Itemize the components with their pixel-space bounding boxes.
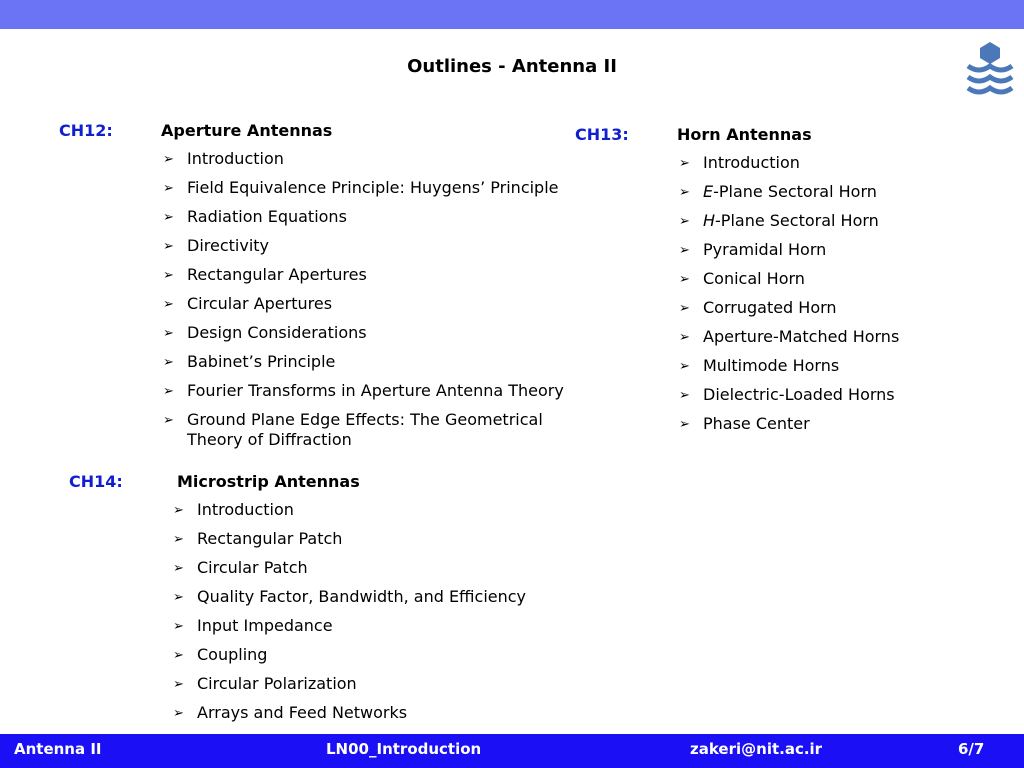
arrow-bullet-icon: ➢: [679, 243, 690, 258]
list-item-text: Ground Plane Edge Effects: The Geometrical Theory of Diffraction: [187, 410, 543, 449]
arrow-bullet-icon: ➢: [679, 301, 690, 316]
footer-bar: [0, 734, 1024, 768]
arrow-bullet-icon: ➢: [163, 210, 174, 225]
list-item-text: Circular Patch: [197, 558, 308, 577]
arrow-bullet-icon: ➢: [679, 214, 690, 229]
list-item: [161, 265, 601, 285]
arrow-bullet-icon: ➢: [173, 590, 184, 605]
list-item: [677, 385, 977, 405]
list-item-text: Radiation Equations: [187, 207, 347, 226]
arrow-bullet-icon: ➢: [173, 706, 184, 721]
list-item: [161, 294, 601, 314]
list-item-text: Coupling: [197, 645, 268, 664]
list-item: [171, 587, 611, 607]
list-item-text: Babinet’s Principle: [187, 352, 336, 371]
list-item: [161, 207, 601, 227]
arrow-bullet-icon: ➢: [163, 326, 174, 341]
list-item: [171, 616, 611, 636]
arrow-bullet-icon: ➢: [173, 561, 184, 576]
list-item-text: Fourier Transforms in Aperture Antenna Theory: [187, 381, 564, 400]
arrow-bullet-icon: ➢: [679, 185, 690, 200]
arrow-bullet-icon: ➢: [173, 619, 184, 634]
ch13-topic-list: [677, 153, 977, 443]
footer-page-number: 6/7: [958, 740, 985, 758]
arrow-bullet-icon: ➢: [679, 388, 690, 403]
list-item: [677, 356, 977, 376]
arrow-bullet-icon: ➢: [679, 272, 690, 287]
arrow-bullet-icon: ➢: [163, 297, 174, 312]
arrow-bullet-icon: ➢: [163, 413, 174, 428]
list-item-text: Pyramidal Horn: [703, 240, 827, 259]
arrow-bullet-icon: ➢: [679, 417, 690, 432]
ch12-topic-list: [161, 149, 601, 459]
arrow-bullet-icon: ➢: [173, 532, 184, 547]
list-item-text: Introduction: [187, 149, 284, 168]
ch12-title: Aperture Antennas: [161, 121, 333, 140]
arrow-bullet-icon: ➢: [173, 648, 184, 663]
ch12-label: CH12:: [59, 121, 113, 140]
list-item-text: Field Equivalence Principle: Huygens’ Principle: [187, 178, 559, 197]
list-item-text: Introduction: [703, 153, 800, 172]
list-item: [677, 153, 977, 173]
footer-email: zakeri@nit.ac.ir: [690, 740, 823, 758]
arrow-bullet-icon: ➢: [679, 330, 690, 345]
list-item: [677, 269, 977, 289]
list-item: [171, 645, 611, 665]
list-item: [677, 240, 977, 260]
list-item-text: Conical Horn: [703, 269, 805, 288]
list-item-text: Circular Polarization: [197, 674, 357, 693]
list-item: [161, 323, 601, 343]
list-item: [171, 558, 611, 578]
footer-course: Antenna II: [14, 740, 102, 758]
list-item-text: Introduction: [197, 500, 294, 519]
list-item-text: Corrugated Horn: [703, 298, 837, 317]
ch14-title: Microstrip Antennas: [177, 472, 360, 491]
list-item: [161, 381, 601, 401]
list-item-text: Phase Center: [703, 414, 810, 433]
arrow-bullet-icon: ➢: [679, 156, 690, 171]
arrow-bullet-icon: ➢: [163, 355, 174, 370]
list-item: [171, 674, 611, 694]
list-item: [161, 236, 601, 256]
arrow-bullet-icon: ➢: [173, 677, 184, 692]
list-item-text: Rectangular Patch: [197, 529, 343, 548]
ch14-topic-list: [171, 500, 611, 732]
list-item: [677, 182, 977, 202]
slide-title: Outlines - Antenna II: [407, 56, 617, 77]
list-item-text: H-Plane Sectoral Horn: [703, 211, 879, 230]
list-item-text: Input Impedance: [197, 616, 333, 635]
list-item: [677, 298, 977, 318]
list-item-text: Directivity: [187, 236, 270, 255]
arrow-bullet-icon: ➢: [679, 359, 690, 374]
list-item: [161, 178, 601, 198]
footer-lecture: LN00_Introduction: [326, 740, 482, 758]
list-item-text: Multimode Horns: [703, 356, 840, 375]
list-item: [677, 211, 977, 231]
list-item-text: Quality Factor, Bandwidth, and Efficiency: [197, 587, 527, 606]
arrow-bullet-icon: ➢: [163, 239, 174, 254]
arrow-bullet-icon: ➢: [173, 503, 184, 518]
list-item: [161, 352, 601, 372]
arrow-bullet-icon: ➢: [163, 181, 174, 196]
list-item-text: Dielectric-Loaded Horns: [703, 385, 895, 404]
list-item: [171, 500, 611, 520]
wave-stack-logo-icon: [962, 40, 1018, 104]
list-item-text: Rectangular Apertures: [187, 265, 367, 284]
top-bar: [0, 0, 1024, 29]
list-item: [677, 414, 977, 434]
arrow-bullet-icon: ➢: [163, 152, 174, 167]
list-item: [161, 149, 601, 169]
list-item: [171, 703, 611, 723]
list-item: [677, 327, 977, 347]
list-item: [161, 410, 601, 450]
list-item-text: E-Plane Sectoral Horn: [703, 182, 877, 201]
list-item-text: Arrays and Feed Networks: [197, 703, 408, 722]
list-item-text: Circular Apertures: [187, 294, 333, 313]
ch13-label: CH13:: [575, 125, 629, 144]
arrow-bullet-icon: ➢: [163, 384, 174, 399]
list-item-text: Design Considerations: [187, 323, 367, 342]
list-item-text: Aperture-Matched Horns: [703, 327, 900, 346]
arrow-bullet-icon: ➢: [163, 268, 174, 283]
ch14-label: CH14:: [69, 472, 123, 491]
ch13-title: Horn Antennas: [677, 125, 812, 144]
list-item: [171, 529, 611, 549]
